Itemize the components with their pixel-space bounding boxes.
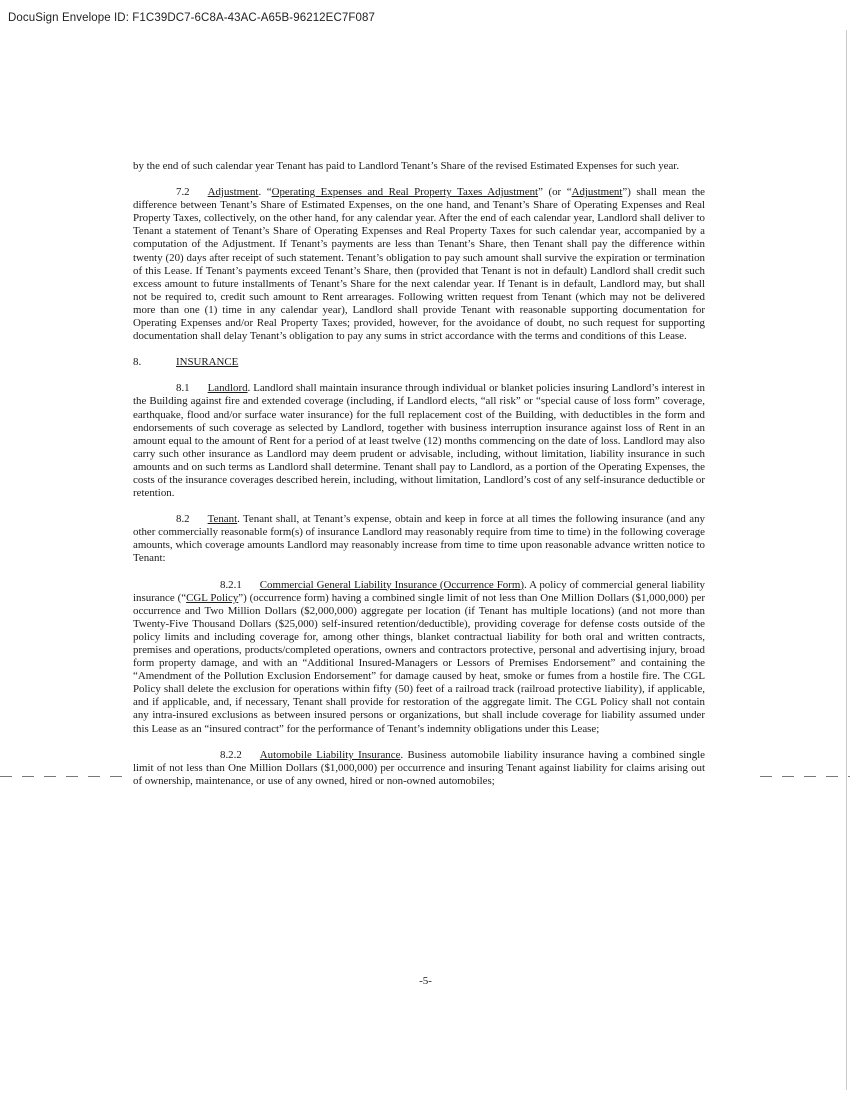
- section-title: Tenant: [207, 513, 238, 526]
- defined-term: Operating Expenses and Real Property Taxes Adjustment: [271, 186, 539, 199]
- section-number: 8.: [133, 356, 142, 369]
- section-number: 8.2: [176, 513, 190, 526]
- section-title: Commercial General Liability Insurance (Occurrence Form): [259, 578, 524, 591]
- docusign-envelope-id: DocuSign Envelope ID: F1C39DC7-6C8A-43AC-A65B-96212EC7F087: [8, 12, 375, 24]
- section-7-2-adjustment: [133, 186, 705, 343]
- section-text: . Tenant shall, at Tenant’s expense, obtain and keep in force at all times the following insurance (and any other commercially reasonable form(s) of insurance Landlord may reasonably require from time to time) in the following coverage amounts, which coverage amounts Landlord may reasonably increase from time to time upon reasonable advance written notice to Tenant:: [133, 513, 705, 565]
- section-title: INSURANCE: [176, 356, 239, 369]
- continuation-paragraph: by the end of such calendar year Tenant has paid to Landlord Tenant’s Share of the revised Estimated Expenses for such year.: [133, 160, 680, 172]
- defined-term: CGL Policy: [186, 591, 239, 604]
- section-number: 8.2.2: [220, 748, 242, 761]
- section-title: Automobile Liability Insurance: [259, 748, 401, 761]
- section-8-2-tenant: [133, 513, 705, 565]
- section-text: . “: [258, 186, 272, 199]
- section-number: 8.2.1: [220, 578, 242, 591]
- section-8-heading: [133, 356, 705, 369]
- lease-page-content: [133, 160, 705, 801]
- scan-edge-line: [846, 30, 847, 1090]
- page-number: -5-: [419, 975, 432, 987]
- section-text: . A policy of commercial general liability insurance (“: [133, 578, 705, 604]
- section-text: . Business automobile liability insurance having a combined single limit of not less than One Million Dollars ($1,000,000) per occurrence and insuring Tenant against liability for claims arising out of ownership, maintenance, or use of any owned, hired or non-owned automobiles;: [133, 748, 705, 787]
- section-text: . Landlord shall maintain insurance through individual or blanket policies insuring Landlord’s interest in the Building against fire and extended coverage (including, if Landlord elects, “all risk” or “special cause of loss form” coverage, earthquake, flood and/or surface water insurance) for the full replacement cost of the Building, with deductibles in the form and endorsements of such coverage as selected by Landlord, together with business interruption insurance against loss of Rent in an amount equal to the amount of Rent for a period of at least twelve (12) months commencing on the date of loss. Landlord may also carry such other insurance as Landlord may deem prudent or advisable, including, without limitation, liability insurance in such amounts and on such terms as Landlord shall determine. Tenant shall pay to Landlord, as a portion of the Operating Expenses, the costs of the insurance coverages described herein, including, without limitation, Landlord’s cost of any self-insurance deductible or retention.: [133, 382, 705, 500]
- section-text: ”) (occurrence form) having a combined single limit of not less than One Million Dollars ($1,000,000) per occurrence and Two Million Dollars ($2,000,000) aggregate per location (if Tenant has multiple locations) (and not more than Twenty-Five Thousand Dollars ($25,000) self-insured retention/deductible), providing coverage for defense costs outside of the policy limits and including coverage for, among other things, blanket contractual liability for both oral and written contracts, premises and operations, products/completed operations, owners and contractors protective, personal and advertising injury, broad form property damage, and with an “Additional Insured-Managers or Lessors of Premises Endorsement” and containing the “Amendment of the Pollution Exclusion Endorsement” for damage caused by heat, smoke or fumes from a hostile fire. The CGL Policy shall delete the exclusion for operations within fifty (50) feet of a railroad track (railroad protective liability), if applicable, and if applicable, and, if necessary, Tenant shall provide for restoration of the aggregate limit. The CGL Policy shall not contain any intra-insured exclusions as between insured persons or organizations, but shall include coverage for liability assumed under this Lease as an “insured contract” for the performance of Tenant’s indemnity obligations under this Lease;: [133, 591, 705, 735]
- section-title: Adjustment: [207, 186, 259, 199]
- section-number: 7.2: [176, 186, 190, 199]
- scan-artifact-line-left: [0, 776, 130, 777]
- scan-artifact-line-right: [760, 776, 850, 777]
- defined-term-short: Adjustment: [571, 186, 623, 199]
- section-text: ” (or “: [538, 186, 572, 199]
- section-text: ”) shall mean the difference between Tenant’s Share of Estimated Expenses, on the one hand, and Tenant’s Share of Operating Expenses and Real Property Taxes, collectively, on the other hand, for any calendar year. After the end of each calendar year, Landlord shall deliver to Tenant a statement of Tenant’s Share of Operating Expenses and Real Property Taxes for such calendar year, accompanied by a computation of the Adjustment. If Tenant’s payments are less than Tenant’s Share, then Tenant shall pay the difference within twenty (20) days after receipt of such statement. Tenant’s obligation to pay such amount shall survive the expiration or termination of this Lease. If Tenant’s payments exceed Tenant’s Share, then (provided that Tenant is not in default) Landlord shall credit such excess amount to future installments of Tenant’s Share for the next calendar year. If Tenant is in default, Landlord may, but shall not be required to, credit such amount to Rent arrearages. Following written request from Tenant (which may not be delivered more than one (1) time in any calendar year), Landlord shall provide Tenant with reasonable supporting documentation for Operating Expenses and/or Real Property Taxes; provided, however, for the avoidance of doubt, no such request for supporting documentation shall delay Tenant’s obligation to pay any sums in strict accordance with the terms and conditions of this Lease.: [133, 186, 706, 343]
- section-number: 8.1: [176, 382, 190, 395]
- section-8-2-2-automobile: [133, 749, 705, 788]
- section-title: Landlord: [207, 382, 248, 395]
- section-8-1-landlord: [133, 382, 705, 500]
- section-8-2-1-cgl: [133, 579, 705, 736]
